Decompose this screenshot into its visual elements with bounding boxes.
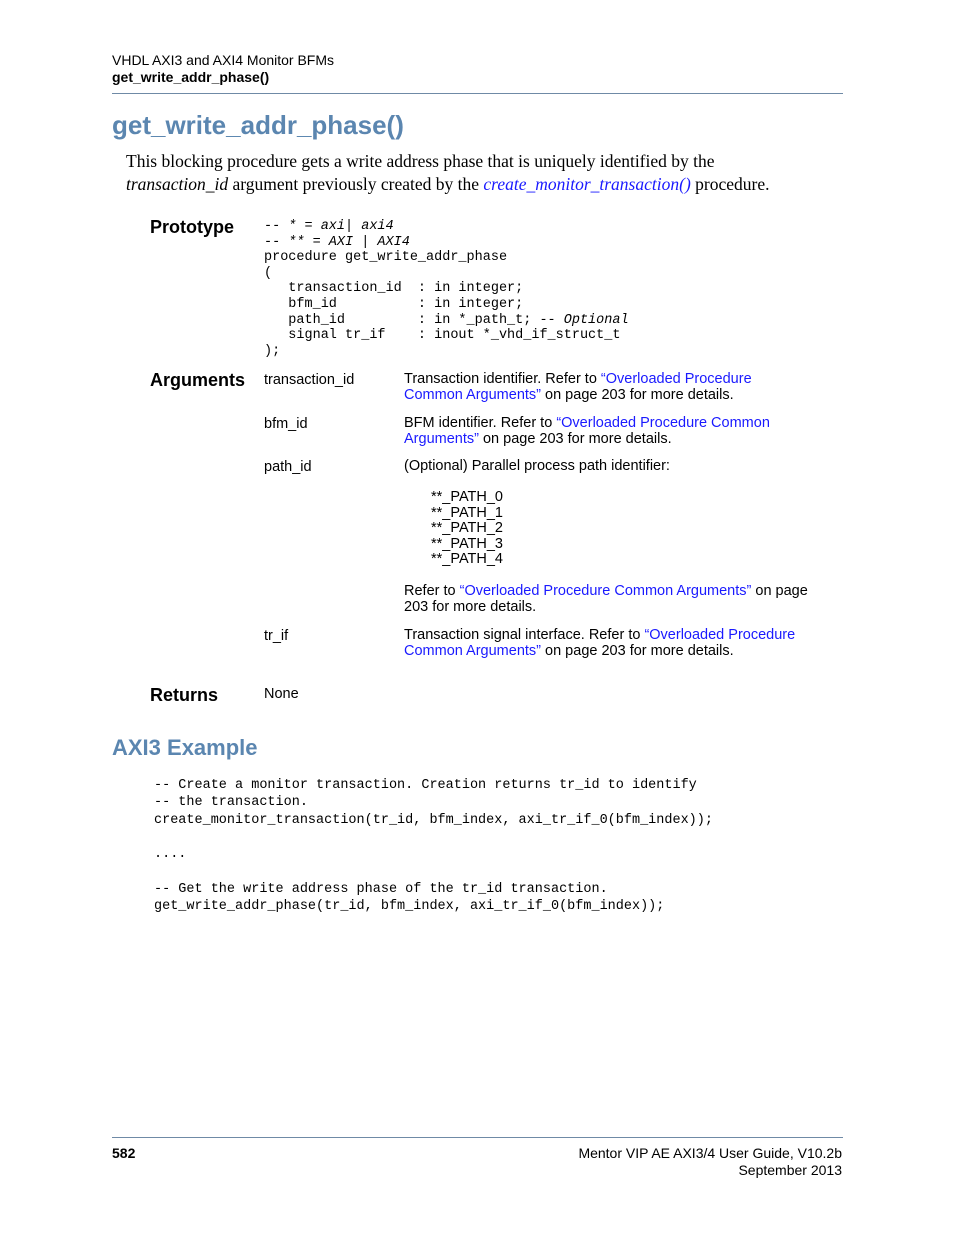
- arg-desc-text: on page 203 for more details.: [478, 430, 672, 447]
- path-value: **_PATH_2: [431, 520, 503, 537]
- example-title: AXI3 Example: [112, 735, 258, 760]
- intro-text-3: procedure.: [690, 174, 770, 194]
- prototype-label: Prototype: [150, 217, 235, 237]
- path-value: **_PATH_1: [431, 504, 503, 521]
- proto-line: -- * = axi| axi4: [264, 219, 394, 234]
- running-header: [112, 52, 842, 86]
- arg-name-transaction-id: transaction_id: [264, 372, 355, 388]
- overloaded-args-link[interactable]: “Overloaded Procedure Common Arguments”: [404, 627, 796, 659]
- create-monitor-transaction-link[interactable]: create_monitor_transaction(): [483, 174, 691, 194]
- page-number: 582: [112, 1145, 136, 1161]
- proto-line: signal tr_if : inout *_vhd_if_struct_t: [264, 328, 621, 344]
- footer-rule: [112, 1137, 843, 1138]
- proto-line: -- ** = AXI | AXI4: [264, 234, 410, 250]
- path-value: **_PATH_3: [431, 535, 503, 552]
- footer-date: September 2013: [738, 1162, 842, 1178]
- returns-label: Returns: [150, 685, 219, 705]
- path-value: **_PATH_4: [431, 551, 503, 568]
- arg-name-tr-if: tr_if: [264, 628, 289, 644]
- returns-value: None: [264, 686, 299, 702]
- arg-desc-transaction-id: [404, 372, 814, 403]
- arg-desc-text: BFM identifier. Refer to: [404, 415, 557, 431]
- overloaded-args-link[interactable]: “Overloaded Procedure Common Arguments”: [404, 415, 770, 447]
- overloaded-args-link[interactable]: “Overloaded Procedure Common Arguments”: [459, 583, 752, 599]
- proto-line: path_id : in *_path_t; --: [264, 312, 564, 328]
- example-code: -- Create a monitor transaction. Creation returns tr_id to identify -- the transaction. create_monitor_transaction(tr_id, bfm_index, axi_tr_if_0(bfm_index)); .... -- Get the write address phase of the tr_id transaction. get_write_addr_phase(tr_id, bfm_index, axi_tr_if_0(bfm_index));: [154, 778, 713, 915]
- arg-desc-path-id: (Optional) Parallel process path identifier:: [404, 458, 670, 474]
- header-rule: [112, 93, 843, 94]
- arg-desc-bfm-id: [404, 416, 814, 447]
- proto-line: );: [264, 343, 281, 359]
- proto-line: transaction_id : in integer;: [264, 281, 524, 297]
- path-value: **_PATH_0: [431, 489, 503, 505]
- proto-line: (: [264, 265, 273, 281]
- intro-text-1: This blocking procedure gets a write address phase that is uniquely identified by the: [126, 151, 715, 171]
- arg-desc-text: on page 203 for more details.: [541, 386, 734, 403]
- overloaded-args-link[interactable]: “Overloaded Procedure Common Arguments”: [404, 371, 752, 403]
- arg-desc-text: Refer to: [404, 583, 460, 599]
- intro-arg-name: transaction_id: [126, 174, 229, 194]
- arg-desc-text: on page 203 for more details.: [541, 642, 734, 659]
- header-section: get_write_addr_phase(): [112, 69, 270, 85]
- arg-name-bfm-id: bfm_id: [264, 416, 308, 432]
- header-chapter: VHDL AXI3 and AXI4 Monitor BFMs: [112, 52, 335, 68]
- arg-name-path-id: path_id: [264, 459, 312, 475]
- proto-line: bfm_id : in integer;: [264, 296, 524, 312]
- section-title: get_write_addr_phase(): [112, 110, 404, 140]
- arg-desc-text: Transaction signal interface. Refer to: [404, 627, 645, 643]
- prototype-code: [264, 219, 629, 359]
- proto-optional-comment: Optional: [563, 312, 629, 328]
- arg-desc-text: on page 203 for more details.: [404, 583, 808, 615]
- arg-desc-path-id-refer: [404, 584, 814, 615]
- path-id-values: [431, 490, 503, 568]
- intro-text-2: argument previously created by the: [228, 174, 484, 194]
- arg-desc-tr-if: [404, 628, 814, 659]
- arg-desc-text: Transaction identifier. Refer to: [404, 371, 601, 387]
- arguments-label: Arguments: [150, 370, 246, 390]
- footer-guide-title: Mentor VIP AE AXI3/4 User Guide, V10.2b: [578, 1145, 842, 1161]
- intro-paragraph: [126, 150, 826, 196]
- proto-line: procedure get_write_addr_phase: [264, 250, 508, 266]
- footer-info: [480, 1145, 842, 1179]
